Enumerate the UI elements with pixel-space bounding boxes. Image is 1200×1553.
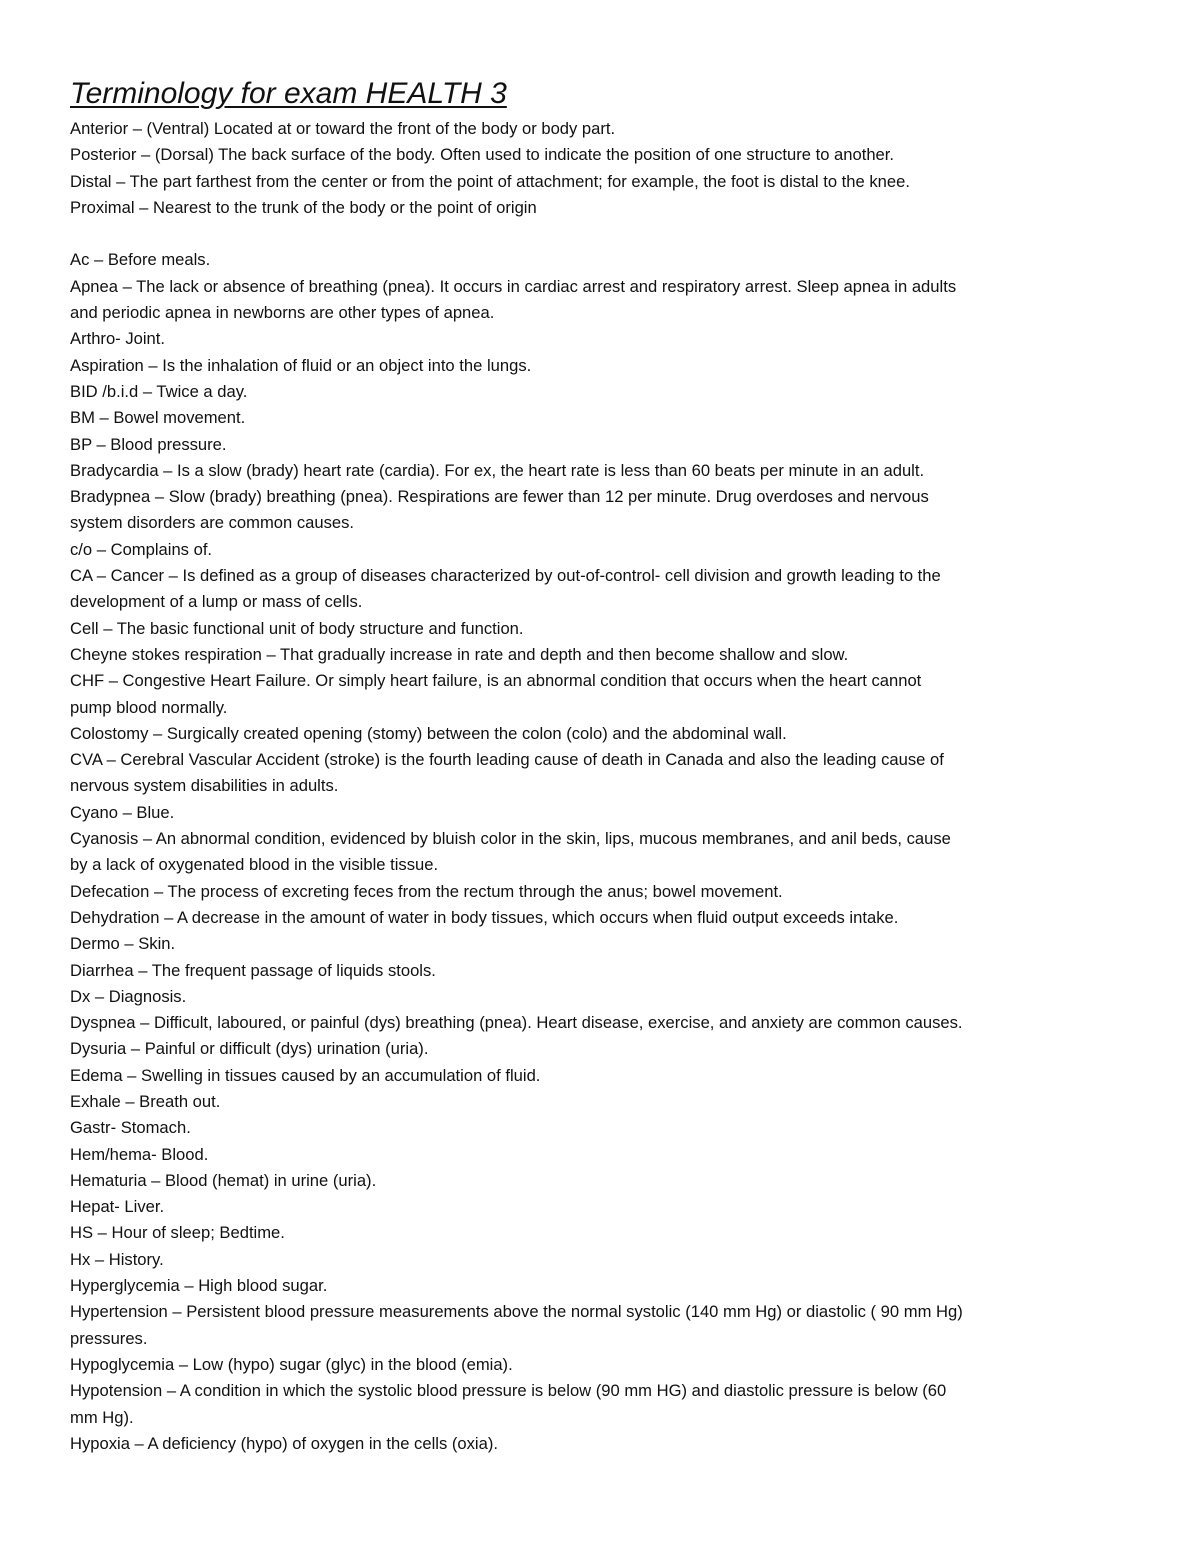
term-line: Bradycardia – Is a slow (brady) heart rate (cardia). For ex, the heart rate is less than 60 beats per minute in an adult. xyxy=(70,460,925,480)
term-line: Arthro- Joint. xyxy=(70,329,165,349)
term-line: Distal – The part farthest from the center or from the point of attachment; for example, the foot is distal to the knee. xyxy=(70,171,910,191)
term-line: pressures. xyxy=(70,1328,148,1348)
term-line: Ac – Before meals. xyxy=(70,250,211,270)
term-line: Apnea – The lack or absence of breathing (pnea). It occurs in cardiac arrest and respiratory arrest. Sleep apnea in adults xyxy=(70,276,957,296)
term-line: Hypertension – Persistent blood pressure measurements above the normal systolic (140 mm Hg) or diastolic ( 90 mm Hg) xyxy=(70,1302,963,1322)
term-line: mm Hg). xyxy=(70,1407,134,1427)
term-line: by a lack of oxygenated blood in the visible tissue. xyxy=(70,855,439,875)
document-page xyxy=(70,74,1140,1457)
term-line: Diarrhea – The frequent passage of liquids stools. xyxy=(70,960,436,980)
term-line: Hypotension – A condition in which the systolic blood pressure is below (90 mm HG) and diastolic pressure is below (60 xyxy=(70,1381,947,1401)
term-line: Exhale – Breath out. xyxy=(70,1091,221,1111)
term-line: Dysuria – Painful or difficult (dys) urination (uria). xyxy=(70,1039,429,1059)
term-line: BM – Bowel movement. xyxy=(70,408,246,428)
term-line: development of a lump or mass of cells. xyxy=(70,592,363,612)
blank-line xyxy=(70,221,1140,247)
term-line: Colostomy – Surgically created opening (stomy) between the colon (colo) and the abdominal wall. xyxy=(70,723,787,743)
term-line: pump blood normally. xyxy=(70,697,228,717)
term-line: Posterior – (Dorsal) The back surface of the body. Often used to indicate the position of one structure to another. xyxy=(70,145,895,165)
term-line: Dx – Diagnosis. xyxy=(70,986,187,1006)
term-line: Gastr- Stomach. xyxy=(70,1118,191,1138)
term-line: Hx – History. xyxy=(70,1249,164,1269)
term-line: Cyano – Blue. xyxy=(70,802,175,822)
term-line: and periodic apnea in newborns are other types of apnea. xyxy=(70,303,495,323)
term-line: Aspiration – Is the inhalation of fluid or an object into the lungs. xyxy=(70,355,532,375)
term-line: Anterior – (Ventral) Located at or toward the front of the body or body part. xyxy=(70,119,616,138)
term-line: Cyanosis – An abnormal condition, evidenced by bluish color in the skin, lips, mucous membranes, and anil beds, cause xyxy=(70,829,951,849)
term-line: BP – Blood pressure. xyxy=(70,434,227,454)
term-line: CA – Cancer – Is defined as a group of diseases characterized by out-of-control- cell division and growth leading to the xyxy=(70,566,941,586)
term-line: c/o – Complains of. xyxy=(70,539,213,559)
term-line: Hematuria – Blood (hemat) in urine (uria). xyxy=(70,1170,377,1190)
term-line: nervous system disabilities in adults. xyxy=(70,776,339,796)
term-line: Hepat- Liver. xyxy=(70,1197,165,1217)
term-line: BID /b.i.d – Twice a day. xyxy=(70,381,248,401)
document-title: Terminology for exam HEALTH 3 xyxy=(70,77,507,110)
term-line: Dehydration – A decrease in the amount of water in body tissues, which occurs when fluid output exceeds intake. xyxy=(70,907,899,927)
term-line: Hem/hema- Blood. xyxy=(70,1144,209,1164)
term-line: system disorders are common causes. xyxy=(70,513,355,533)
term-line: Proximal – Nearest to the trunk of the body or the point of origin xyxy=(70,197,537,217)
term-line: Hypoxia – A deficiency (hypo) of oxygen in the cells (oxia). xyxy=(70,1433,498,1453)
term-line: Cell – The basic functional unit of body structure and function. xyxy=(70,618,524,638)
term-line: Dyspnea – Difficult, laboured, or painful (dys) breathing (pnea). Heart disease, exercise, and anxiety are common causes. xyxy=(70,1013,963,1033)
term-line: Hypoglycemia – Low (hypo) sugar (glyc) in the blood (emia). xyxy=(70,1354,513,1374)
term-line: Bradypnea – Slow (brady) breathing (pnea). Respirations are fewer than 12 per minute. Drug overdoses and nervous xyxy=(70,487,929,507)
term-line: Edema – Swelling in tissues caused by an accumulation of fluid. xyxy=(70,1065,541,1085)
terminology-list xyxy=(70,116,1140,1457)
term-line: CHF – Congestive Heart Failure. Or simply heart failure, is an abnormal condition that occurs when the heart cannot xyxy=(70,671,922,691)
term-line: CVA – Cerebral Vascular Accident (stroke) is the fourth leading cause of death in Canada and also the leading cause of xyxy=(70,750,944,770)
term-line: HS – Hour of sleep; Bedtime. xyxy=(70,1223,285,1243)
term-line: Defecation – The process of excreting feces from the rectum through the anus; bowel movement. xyxy=(70,881,783,901)
term-line: Dermo – Skin. xyxy=(70,934,176,954)
term-line: Cheyne stokes respiration – That gradually increase in rate and depth and then become shallow and slow. xyxy=(70,644,849,664)
term-line: Hyperglycemia – High blood sugar. xyxy=(70,1276,328,1296)
